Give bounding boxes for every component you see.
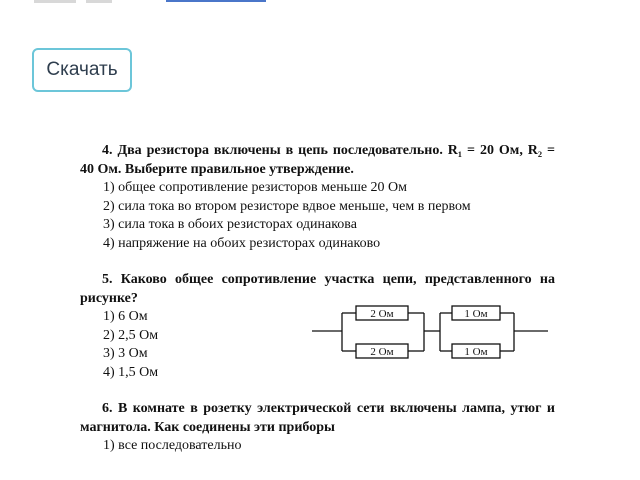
scanned-document bbox=[80, 142, 555, 480]
circuit-diagram bbox=[312, 305, 552, 367]
toolbar-chip bbox=[86, 0, 112, 3]
answer-option: 2) 2,5 Ом bbox=[103, 327, 159, 343]
answer-option: 3) сила тока в обоих резисторах одинакова bbox=[103, 217, 357, 232]
answer-option: 2) сила тока во втором резисторе вдвое меньше, чем в первом bbox=[103, 198, 471, 214]
question-prompt bbox=[80, 400, 555, 437]
toolbar-link-underline[interactable] bbox=[166, 0, 266, 2]
download-button[interactable]: Скачать bbox=[32, 48, 132, 92]
answer-option: 4) 1,5 Ом bbox=[103, 364, 159, 380]
answer-option: 1) 6 Ом bbox=[103, 309, 148, 324]
question-text: В комнате в розетку электрической сети включены лампа, утюг и магнитола. Как соединены эти приборы bbox=[80, 401, 555, 435]
top-toolbar-remnant bbox=[0, 0, 640, 6]
question-number: 4. bbox=[102, 143, 113, 158]
resistor-label: 2 Ом bbox=[370, 308, 394, 320]
question-prompt bbox=[80, 142, 555, 179]
answer-option: 1) общее сопротивление резисторов меньше 20 Ом bbox=[103, 180, 408, 195]
question-text: Каково общее сопротивление участка цепи, представленного на рисунке? bbox=[80, 272, 555, 306]
answer-option: 4) напряжение на обоих резисторах одинаково bbox=[103, 235, 381, 251]
question-4 bbox=[80, 142, 555, 253]
resistor-label: 1 Ом bbox=[464, 308, 488, 320]
question-5 bbox=[80, 271, 555, 382]
question-number: 6. bbox=[102, 401, 113, 416]
answer-option: 3) 3 Ом bbox=[103, 346, 148, 361]
question-text: Два резистора включены в цепь последовательно. R₁ = 20 Ом, R₂ = 40 Ом. Выберите правильное утверждение. bbox=[80, 143, 555, 177]
question-6 bbox=[80, 400, 555, 456]
resistor-label: 1 Ом bbox=[464, 346, 488, 358]
question-prompt bbox=[80, 271, 555, 308]
resistor-label: 2 Ом bbox=[370, 346, 394, 358]
answer-option: 1) все последовательно bbox=[103, 438, 242, 453]
toolbar-chip bbox=[34, 0, 76, 3]
question-number: 5. bbox=[102, 272, 113, 287]
